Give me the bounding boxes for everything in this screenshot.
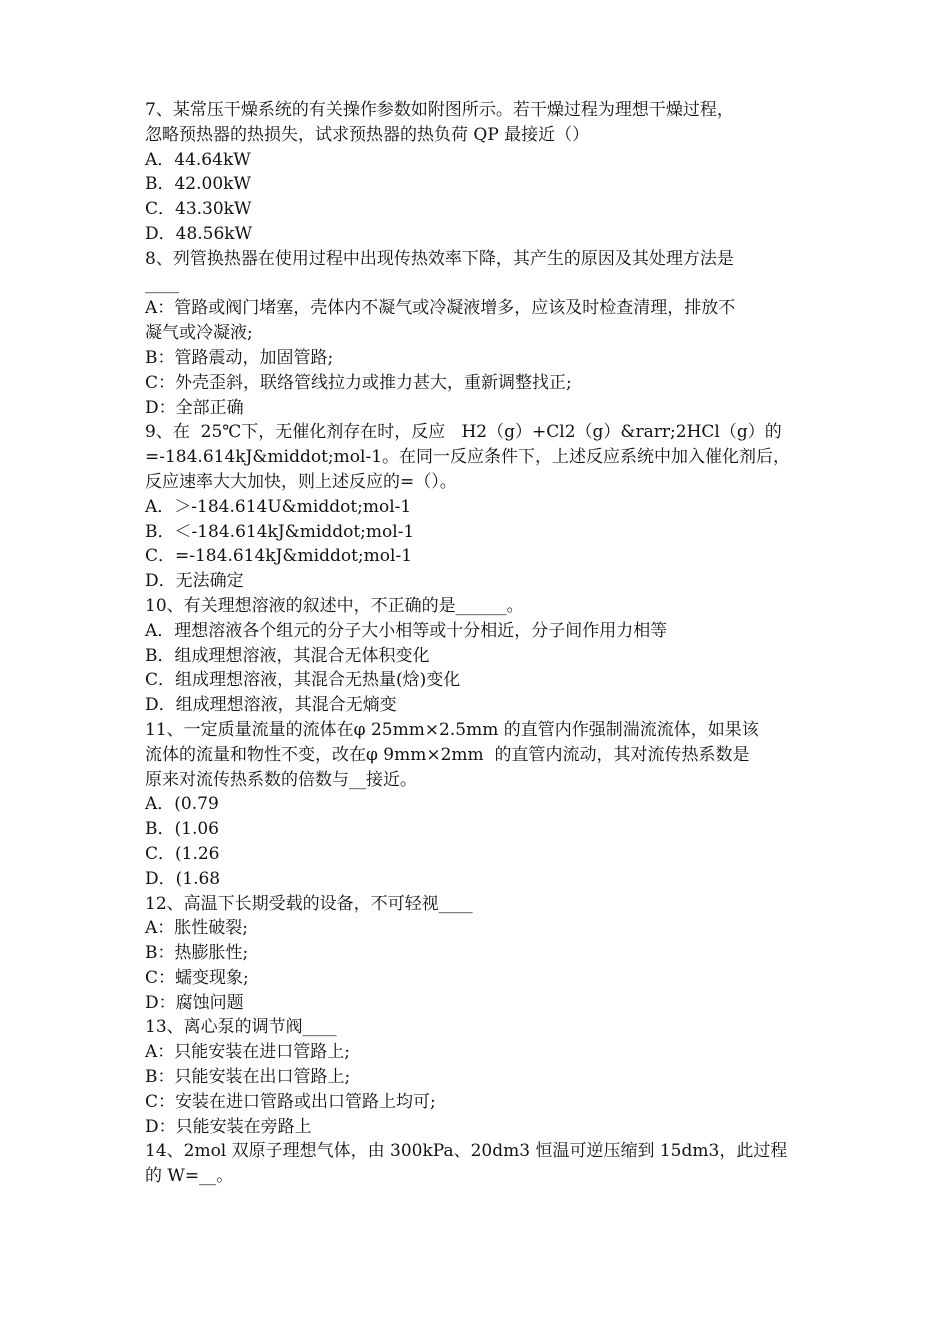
question-text: 原来对流传热系数的倍数与__接近。 bbox=[145, 769, 417, 790]
question-text: 9、在 25℃下，无催化剂存在时，反应 H2（g）+Cl2（g）&rarr;2HCl（g）的 bbox=[145, 422, 782, 443]
option-c: C．(1.26 bbox=[145, 843, 220, 864]
question-text: 11、一定质量流量的流体在φ 25mm×2.5mm 的直管内作强制湍流流体，如果该 bbox=[145, 719, 759, 740]
question-text: 反应速率大大加快，则上述反应的=（）。 bbox=[145, 471, 457, 492]
option-b: B：管路震动，加固管路; bbox=[145, 347, 334, 368]
option-a: A．理想溶液各个组元的分子大小相等或十分相近，分子间作用力相等 bbox=[145, 620, 668, 641]
option-d: D：腐蚀问题 bbox=[145, 992, 244, 1013]
option-b: B：只能安装在出口管路上; bbox=[145, 1067, 351, 1088]
question-text: 8、列管换热器在使用过程中出现传热效率下降，其产生的原因及其处理方法是 bbox=[145, 248, 734, 269]
document-page bbox=[145, 98, 810, 1189]
question-10 bbox=[145, 594, 810, 718]
question-text: 忽略预热器的热损失，试求预热器的热负荷 QP 最接近（） bbox=[145, 124, 590, 145]
option-a: A．44.64kW bbox=[145, 149, 251, 170]
question-7 bbox=[145, 98, 810, 247]
option-a: A．(0.79 bbox=[145, 794, 219, 815]
option-d: D：只能安装在旁路上 bbox=[145, 1116, 312, 1137]
option-c: C：安装在进口管路或出口管路上均可; bbox=[145, 1091, 436, 1112]
option-d: D．48.56kW bbox=[145, 223, 253, 244]
option-d: D．(1.68 bbox=[145, 868, 221, 889]
question-text: 10、有关理想溶液的叙述中，不正确的是______。 bbox=[145, 595, 524, 616]
option-c: C：外壳歪斜，联络管线拉力或推力甚大，重新调整找正; bbox=[145, 372, 572, 393]
option-b: B．42.00kW bbox=[145, 174, 251, 195]
option-c: C．组成理想溶液，其混合无热量(焓)变化 bbox=[145, 670, 461, 691]
option-a: A：只能安装在进口管路上; bbox=[145, 1042, 351, 1063]
option-c: C．43.30kW bbox=[145, 199, 252, 220]
question-12 bbox=[145, 892, 810, 1016]
question-text: 14、2mol 双原子理想气体，由 300kPa、20dm3 恒温可逆压缩到 15dm3，此过程 bbox=[145, 1141, 788, 1162]
question-13 bbox=[145, 1015, 810, 1139]
question-text: 12、高温下长期受载的设备，不可轻视____ bbox=[145, 893, 473, 914]
option-b: B．(1.06 bbox=[145, 819, 219, 840]
question-text: 流体的流量和物性不变，改在φ 9mm×2mm 的直管内流动，其对流传热系数是 bbox=[145, 744, 750, 765]
option-a: A：管路或阀门堵塞，壳体内不凝气或冷凝液增多，应该及时检查清理，排放不 bbox=[145, 298, 736, 319]
option-b: B．组成理想溶液，其混合无体积变化 bbox=[145, 645, 430, 666]
question-8 bbox=[145, 247, 810, 421]
question-text: 13、离心泵的调节阀____ bbox=[145, 1017, 337, 1038]
option-a: A．＞-184.614U&middot;mol-1 bbox=[145, 496, 412, 517]
option-c: C：蠕变现象; bbox=[145, 967, 249, 988]
option-d: D．组成理想溶液，其混合无熵变 bbox=[145, 695, 397, 716]
question-11 bbox=[145, 718, 810, 892]
option-d: D．无法确定 bbox=[145, 571, 244, 592]
question-text: 7、某常压干燥系统的有关操作参数如附图所示。若干燥过程为理想干燥过程， bbox=[145, 100, 734, 120]
question-text: 的 W=__。 bbox=[145, 1166, 234, 1187]
option-a-continued: 凝气或冷凝液; bbox=[145, 323, 253, 344]
option-d: D：全部正确 bbox=[145, 397, 244, 418]
option-a: A：胀性破裂; bbox=[145, 918, 249, 939]
question-text: =-184.614kJ&middot;mol-1。在同一反应条件下，上述反应系统中加入催化剂后， bbox=[145, 447, 791, 468]
question-14 bbox=[145, 1139, 810, 1189]
option-b: B．＜-184.614kJ&middot;mol-1 bbox=[145, 521, 415, 542]
option-b: B：热膨胀性; bbox=[145, 943, 249, 964]
question-text: ____ bbox=[145, 273, 179, 294]
option-c: C．=-184.614kJ&middot;mol-1 bbox=[145, 546, 413, 567]
question-9 bbox=[145, 420, 810, 594]
